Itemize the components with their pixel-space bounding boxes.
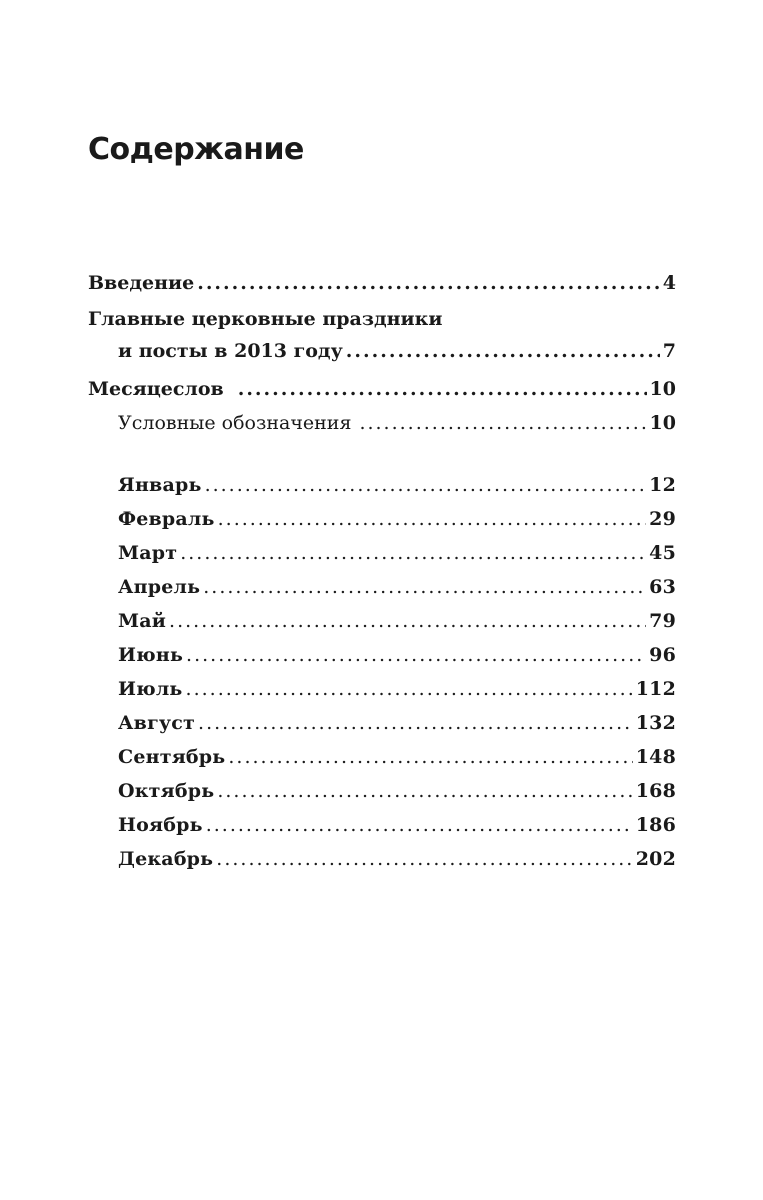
toc-page-number: 132 xyxy=(635,712,676,734)
toc-leader-dots xyxy=(218,502,647,536)
toc-entry-label-line2: и посты в 2013 году xyxy=(118,340,343,362)
toc-page-number: 29 xyxy=(649,508,676,530)
toc-entry-month[interactable] xyxy=(88,842,676,876)
toc-entry-label: Введение xyxy=(88,272,195,294)
toc-page-number: 4 xyxy=(662,272,676,294)
toc-entry-label: Май xyxy=(118,610,167,632)
toc-page-number: 45 xyxy=(649,542,676,564)
toc-leader-dots xyxy=(186,672,633,706)
toc-page-number: 12 xyxy=(649,474,676,496)
toc-entry-symbols[interactable] xyxy=(88,406,676,440)
toc-entry-month[interactable] xyxy=(88,774,676,808)
toc-entry-intro[interactable] xyxy=(88,266,676,300)
toc-entry-label: Месяцеслов xyxy=(88,378,224,400)
toc-page-number: 10 xyxy=(649,378,676,400)
toc-entry-month[interactable] xyxy=(88,468,676,502)
toc-leader-dots xyxy=(346,334,660,368)
toc-page-number: 202 xyxy=(635,848,676,870)
toc-leader-dots xyxy=(216,842,632,876)
toc-entry-month[interactable] xyxy=(88,604,676,638)
toc-page-number: 112 xyxy=(635,678,676,700)
toc-leader-dots xyxy=(359,406,646,440)
toc-entry-label: Июнь xyxy=(118,644,184,666)
toc-page-number: 10 xyxy=(649,412,676,434)
toc-leader-dots xyxy=(206,808,633,842)
toc-entry-month[interactable] xyxy=(88,570,676,604)
toc-leader-dots xyxy=(203,570,646,604)
toc-entry-label: Условные обозначения xyxy=(118,412,352,434)
toc-page-number: 148 xyxy=(635,746,676,768)
toc-entry-label: Август xyxy=(118,712,196,734)
toc-months-list xyxy=(88,468,676,876)
toc-leader-dots xyxy=(228,740,632,774)
toc-entry-label: Июль xyxy=(118,678,183,700)
toc-page-number: 168 xyxy=(635,780,676,802)
toc-entry-month[interactable] xyxy=(88,706,676,740)
toc-page-number: 63 xyxy=(649,576,676,598)
toc-entry-month[interactable] xyxy=(88,740,676,774)
toc-leader-dots xyxy=(180,536,646,570)
toc-entry-menologion[interactable] xyxy=(88,372,676,406)
table-of-contents xyxy=(88,266,676,876)
page-title: Содержание xyxy=(88,132,304,167)
toc-entry-label: Сентябрь xyxy=(118,746,226,768)
toc-leader-dots xyxy=(186,638,646,672)
toc-leader-dots xyxy=(205,468,647,502)
toc-leader-dots xyxy=(198,706,633,740)
toc-entry-month[interactable] xyxy=(88,536,676,570)
toc-entry-month[interactable] xyxy=(88,638,676,672)
toc-page-number: 186 xyxy=(635,814,676,836)
toc-entry-month[interactable] xyxy=(88,808,676,842)
toc-entry-label: Февраль xyxy=(118,508,215,530)
toc-entry-label: Март xyxy=(118,542,178,564)
toc-entry-label: Декабрь xyxy=(118,848,214,870)
toc-leader-dots xyxy=(169,604,646,638)
toc-page-number: 96 xyxy=(649,644,676,666)
toc-leader-dots xyxy=(197,266,660,300)
toc-leader-dots xyxy=(217,774,632,808)
toc-page-number: 79 xyxy=(649,610,676,632)
toc-entry-month[interactable] xyxy=(88,672,676,706)
toc-entry-label-line1: Главные церковные праздники xyxy=(88,308,443,330)
toc-entry-month[interactable] xyxy=(88,502,676,536)
toc-entry-label: Октябрь xyxy=(118,780,215,802)
toc-entry-label: Январь xyxy=(118,474,202,496)
toc-entry-holidays[interactable] xyxy=(88,304,676,368)
toc-page-number: 7 xyxy=(662,340,676,362)
toc-entry-label: Ноябрь xyxy=(118,814,203,836)
toc-leader-dots xyxy=(238,372,647,406)
toc-entry-label: Апрель xyxy=(118,576,201,598)
